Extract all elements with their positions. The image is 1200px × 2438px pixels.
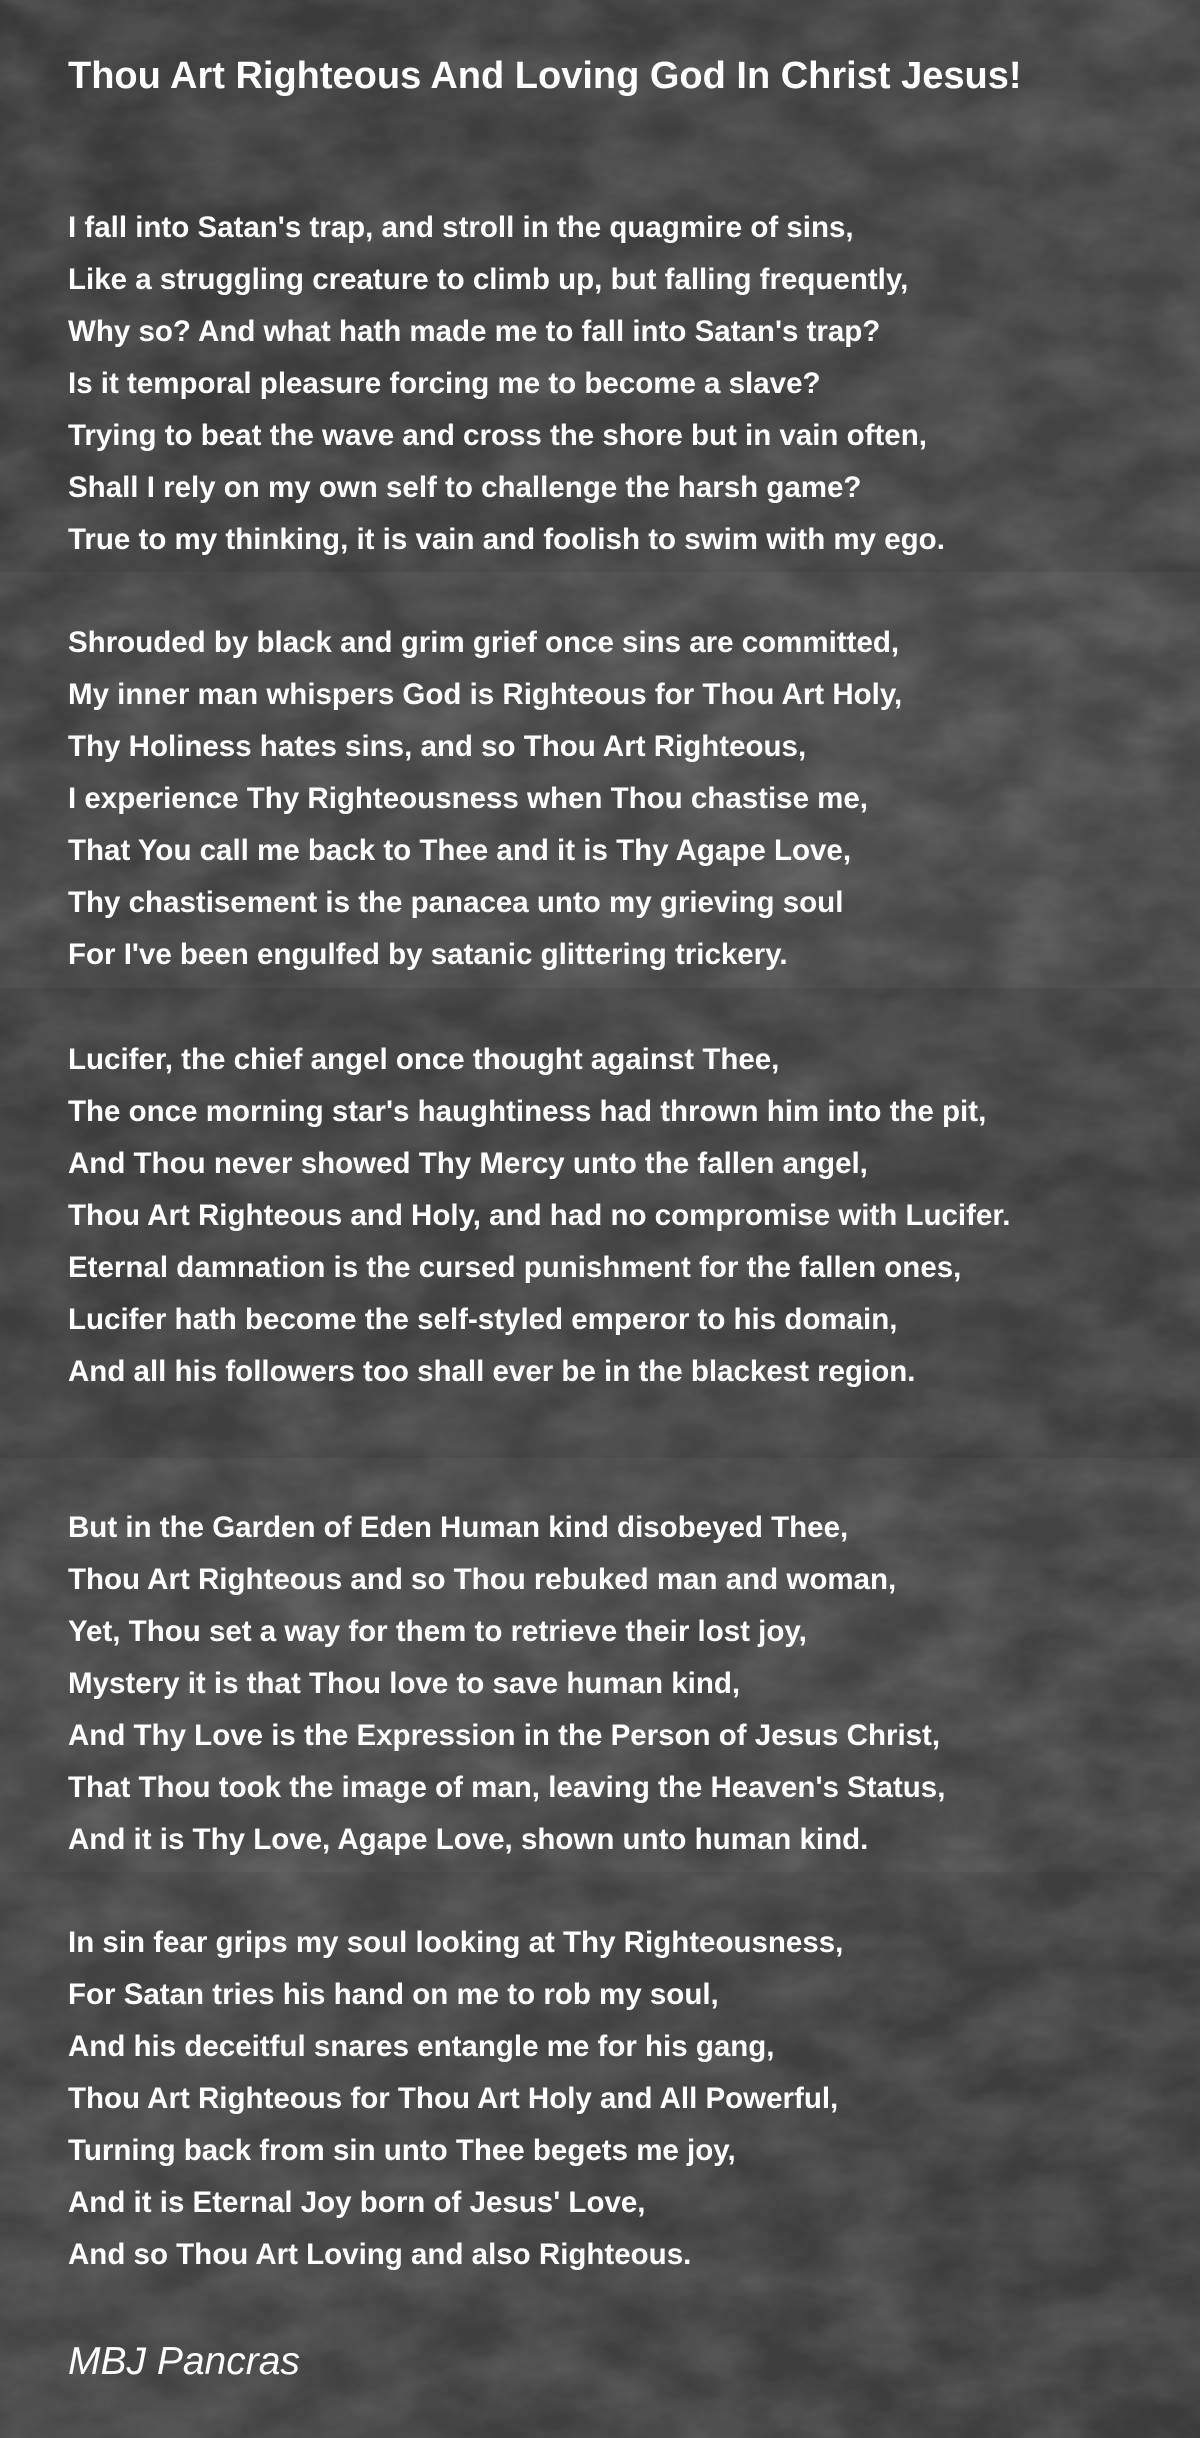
poem-title: Thou Art Righteous And Loving God In Christ Jesus! [68, 55, 1022, 97]
stanza-5 [68, 1917, 1178, 2281]
poem-line: For Satan tries his hand on me to rob my soul, [68, 1978, 719, 2011]
poem-line: And it is Thy Love, Agape Love, shown unto human kind. [68, 1823, 869, 1856]
stanza-4 [68, 1502, 1178, 1866]
poem-line: Yet, Thou set a way for them to retrieve their lost joy, [68, 1615, 807, 1648]
poem-line: Thou Art Righteous and Holy, and had no compromise with Lucifer. [68, 1199, 1011, 1232]
poem-line: Thou Art Righteous and so Thou rebuked man and woman, [68, 1563, 897, 1596]
poem-line: Thy chastisement is the panacea unto my grieving soul [68, 886, 844, 919]
poem-author: MBJ Pancras [68, 2340, 300, 2383]
poem-line: That Thou took the image of man, leaving the Heaven's Status, [68, 1771, 946, 1804]
poem-line: Thy Holiness hates sins, and so Thou Art Righteous, [68, 730, 807, 763]
poem-line: In sin fear grips my soul looking at Thy Righteousness, [68, 1926, 844, 1959]
poem-line: Lucifer hath become the self-styled emperor to his domain, [68, 1303, 898, 1336]
poem-line: And his deceitful snares entangle me for his gang, [68, 2030, 775, 2063]
poem-line: Thou Art Righteous for Thou Art Holy and All Powerful, [68, 2082, 839, 2115]
poem-line: Eternal damnation is the cursed punishment for the fallen ones, [68, 1251, 962, 1284]
poem-line: For I've been engulfed by satanic glittering trickery. [68, 938, 788, 971]
poem-line: Shrouded by black and grim grief once sins are committed, [68, 626, 900, 659]
poem-line: Mystery it is that Thou love to save human kind, [68, 1667, 741, 1700]
poem-line: But in the Garden of Eden Human kind disobeyed Thee, [68, 1511, 849, 1544]
poem-line: I experience Thy Righteousness when Thou chastise me, [68, 782, 869, 815]
poem-line: Lucifer, the chief angel once thought against Thee, [68, 1043, 780, 1076]
poem-line: I fall into Satan's trap, and stroll in the quagmire of sins, [68, 211, 854, 244]
stanza-2 [68, 617, 1178, 981]
poem-line: True to my thinking, it is vain and foolish to swim with my ego. [68, 523, 945, 556]
poem-line: Turning back from sin unto Thee begets me joy, [68, 2134, 736, 2167]
poem-line: Why so? And what hath made me to fall into Satan's trap? [68, 315, 881, 348]
poem-line: And Thou never showed Thy Mercy unto the fallen angel, [68, 1147, 868, 1180]
poem-line: Trying to beat the wave and cross the shore but in vain often, [68, 419, 927, 452]
poem-line: Shall I rely on my own self to challenge the harsh game? [68, 471, 862, 504]
poem-line: Like a struggling creature to climb up, but falling frequently, [68, 263, 909, 296]
poem-line: The once morning star's haughtiness had thrown him into the pit, [68, 1095, 987, 1128]
poem-line: Is it temporal pleasure forcing me to become a slave? [68, 367, 821, 400]
poem-line: That You call me back to Thee and it is Thy Agape Love, [68, 834, 852, 867]
poem-line: And it is Eternal Joy born of Jesus' Love, [68, 2186, 646, 2219]
stanza-3 [68, 1034, 1178, 1398]
poem-line: And so Thou Art Loving and also Righteous. [68, 2238, 692, 2271]
poem-line: And Thy Love is the Expression in the Person of Jesus Christ, [68, 1719, 941, 1752]
stanza-1 [68, 202, 1178, 566]
poem-line: And all his followers too shall ever be in the blackest region. [68, 1355, 916, 1388]
poem-line: My inner man whispers God is Righteous for Thou Art Holy, [68, 678, 903, 711]
